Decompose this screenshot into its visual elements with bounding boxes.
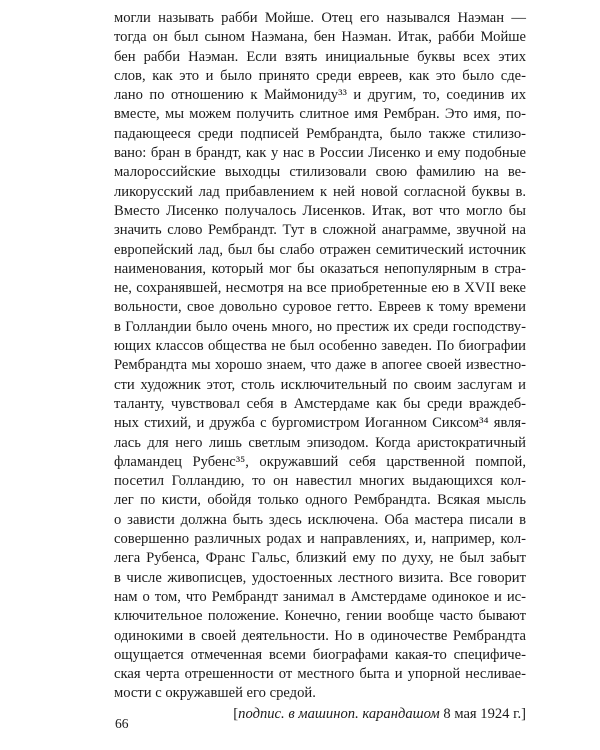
text-line: лась для него лишь светлым эпизодом. Когда аристократичный [114, 434, 526, 451]
text-line: вольности, свое довольно суровое гетто. Евреев к тому времени [114, 299, 526, 316]
text-line: посетил Голландию, то он навестил многих выдающихся кол- [114, 473, 526, 490]
text-line: могли называть рабби Мойше. Отец его назывался Наэман — [114, 10, 526, 26]
signoff-close-bracket: ] [521, 705, 526, 722]
signoff-date: 8 мая 1924 г. [443, 705, 522, 722]
text-line: Вместо Лисенко получалось Лисенков. Итак, вот что могло бы [114, 202, 526, 219]
signoff-annotation: подпис. в машиноп. карандашом [238, 705, 440, 722]
text-line: наименования, который мог бы оказаться непопулярным в стра- [114, 260, 526, 277]
text-line: не, сохранявшей, несмотря на все приобретенные ею в XVII веке [114, 280, 526, 297]
text-line: лег по кисти, обойдя только одного Рембрандта. Всякая мысль [114, 492, 526, 509]
text-line: таланту, чувствовал себя в Амстердаме как бы среди враждеб- [114, 395, 526, 412]
text-line: фламандец Рубенс³⁵, окружавший себя царственной помпой, [114, 453, 526, 470]
text-line: ская черта отрешенности от местного быта и упорной несливае- [114, 666, 526, 683]
text-line: Рембрандта мы хорошо знаем, что даже в апогее своей известно- [114, 357, 526, 374]
text-line: ющих классов общества не был особенно заведен. По биографии [114, 338, 526, 355]
text-line: в числе живописцев, удостоенных лестного визита. Все говорит [114, 569, 526, 586]
body-text [114, 9, 526, 724]
signoff-note [114, 704, 526, 724]
text-line: ликорусский лад прибавлением к ней новой согласной буквы в. [114, 183, 526, 200]
text-line: вано: бран в брандт, как у нас в России Лисенко и ему подобные [114, 145, 526, 162]
page-number: 66 [115, 716, 129, 731]
text-line: вместе, мы можем получить слитное имя Рембран. Это имя, по- [114, 106, 526, 123]
text-line: ключительное положение. Конечно, гении вообще часто бывают [114, 608, 526, 625]
text-line: сти художник этот, столь исключительный по своим заслугам и [114, 376, 526, 393]
text-line: о зависти должна быть здесь исключена. Оба мастера писали в [114, 511, 526, 528]
text-line: в Голландии было очень много, но престиж их среди господству- [114, 318, 526, 335]
text-line: тогда он был сыном Наэмана, бен Наэман. Итак, рабби Мойше [114, 29, 526, 46]
text-line: лега Рубенса, Франс Гальс, близкий ему по духу, не был забыт [114, 550, 526, 567]
text-line: мости с окружавшей его средой. [114, 685, 316, 702]
text-line: европейский лад, был бы слабо отражен семитический источник [114, 241, 526, 258]
text-line: малороссийские выходцы стилизовали свою фамилию на ве- [114, 164, 526, 181]
text-line: нам о том, что Рембрандт занимал в Амстердаме одинокое и ис- [114, 588, 526, 605]
text-line: совершенно различных родах и направлениях, и, например, кол- [114, 531, 526, 548]
text-line: значить слово Рембрандт. Тут в сложной анаграмме, звучной на [114, 222, 526, 239]
text-line: лано по отношению к Маймониду³³ и другим, то, соединив их [114, 87, 526, 104]
text-line: падающееся среди подписей Рембрандта, было также стилизо- [114, 125, 526, 142]
text-line: ных стихий, и дружба с бургомистром Иоганном Сиксом³⁴ явля- [114, 415, 526, 432]
signoff-open-bracket: [ [233, 705, 239, 722]
text-line: слов, как это и было принято среди евреев, как это было сде- [114, 67, 526, 84]
text-line: ощущается отмеченная всеми биографами какая-то специфиче- [114, 646, 526, 663]
text-line: бен рабби Наэман. Если взять инициальные буквы всех этих [114, 48, 526, 65]
text-line: одинокими в своей деятельности. Но в одиночестве Рембрандта [114, 627, 526, 644]
